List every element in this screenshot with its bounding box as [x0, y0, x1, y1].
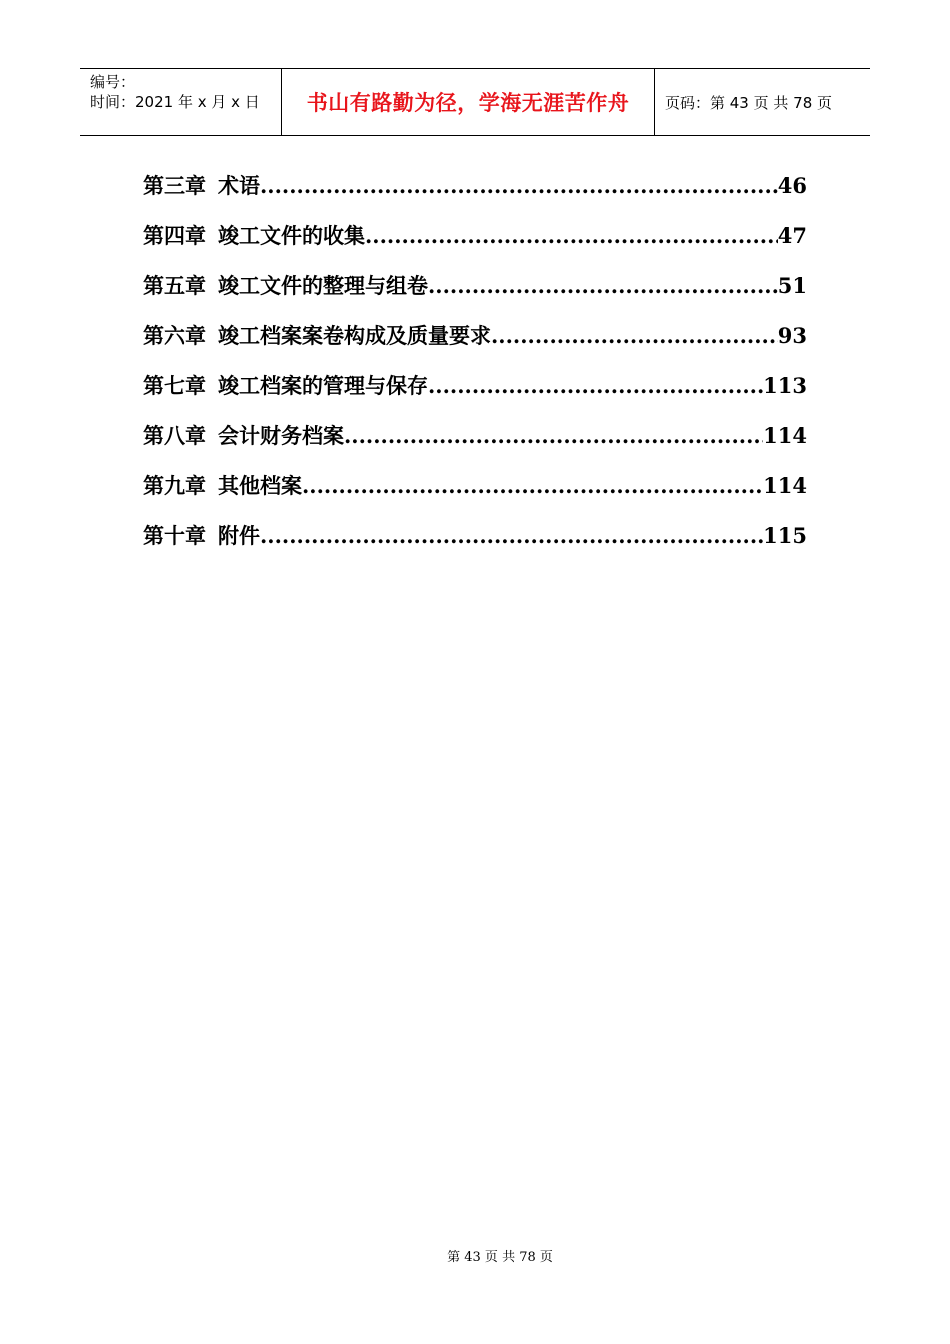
number-label: 编号：: [90, 73, 136, 91]
toc-entry[interactable]: [143, 470, 807, 520]
toc-leader-dots: [428, 373, 763, 398]
toc-page-number: 114: [763, 423, 807, 448]
toc-chapter: 第四章: [143, 223, 206, 248]
toc-entry[interactable]: [143, 220, 807, 270]
toc-page-number: 113: [763, 373, 807, 398]
toc-chapter: 第八章: [143, 423, 206, 448]
header-motto-cell: [282, 69, 655, 135]
toc-entry[interactable]: [143, 370, 807, 420]
motto: 书山有路勤为径，学海无涯苦作舟: [306, 91, 630, 115]
time-label: 时间：2021 年 x 月 x 日: [90, 93, 260, 111]
toc-chapter: 第五章: [143, 273, 206, 298]
toc-entry[interactable]: [143, 270, 807, 320]
toc-leader-dots: [365, 223, 778, 248]
toc-leader-dots: [428, 273, 778, 298]
toc-chapter: 第九章: [143, 473, 206, 498]
toc-title: 竣工档案的管理与保存: [218, 373, 428, 398]
toc-chapter: 第七章: [143, 373, 206, 398]
toc-leader-dots: [260, 523, 763, 548]
header-page-cell: [655, 69, 870, 135]
toc-page-number: 114: [763, 473, 807, 498]
header-meta: [80, 69, 282, 135]
toc-page-number: 115: [763, 523, 807, 548]
toc-title: 竣工文件的整理与组卷: [218, 273, 428, 298]
toc-page-number: 46: [777, 173, 807, 198]
page-label: 页码：第 43 页 共 78 页: [665, 93, 833, 112]
toc-title: 竣工档案案卷构成及质量要求: [218, 323, 491, 348]
toc-chapter: 第六章: [143, 323, 206, 348]
toc-entry[interactable]: [143, 320, 807, 370]
toc-chapter: 第三章: [143, 173, 206, 198]
toc-chapter: 第十章: [143, 523, 206, 548]
toc-title: 竣工文件的收集: [218, 223, 365, 248]
page-footer: 第 43 页 共 78 页: [447, 1250, 553, 1265]
toc-page-number: 93: [777, 323, 807, 348]
toc-leader-dots: [260, 173, 778, 198]
page-header: [80, 68, 870, 136]
toc-title: 附件: [218, 523, 260, 548]
toc-page-number: 47: [777, 223, 807, 248]
toc-page-number: 51: [777, 273, 807, 298]
toc-title: 术语: [218, 173, 260, 198]
table-of-contents: [143, 170, 807, 570]
toc-title: 其他档案: [218, 473, 302, 498]
toc-leader-dots: [302, 473, 763, 498]
toc-leader-dots: [491, 323, 778, 348]
toc-entry[interactable]: [143, 520, 807, 570]
toc-entry[interactable]: [143, 420, 807, 470]
toc-entry[interactable]: [143, 170, 807, 220]
toc-leader-dots: [344, 423, 763, 448]
toc-title: 会计财务档案: [218, 423, 344, 448]
